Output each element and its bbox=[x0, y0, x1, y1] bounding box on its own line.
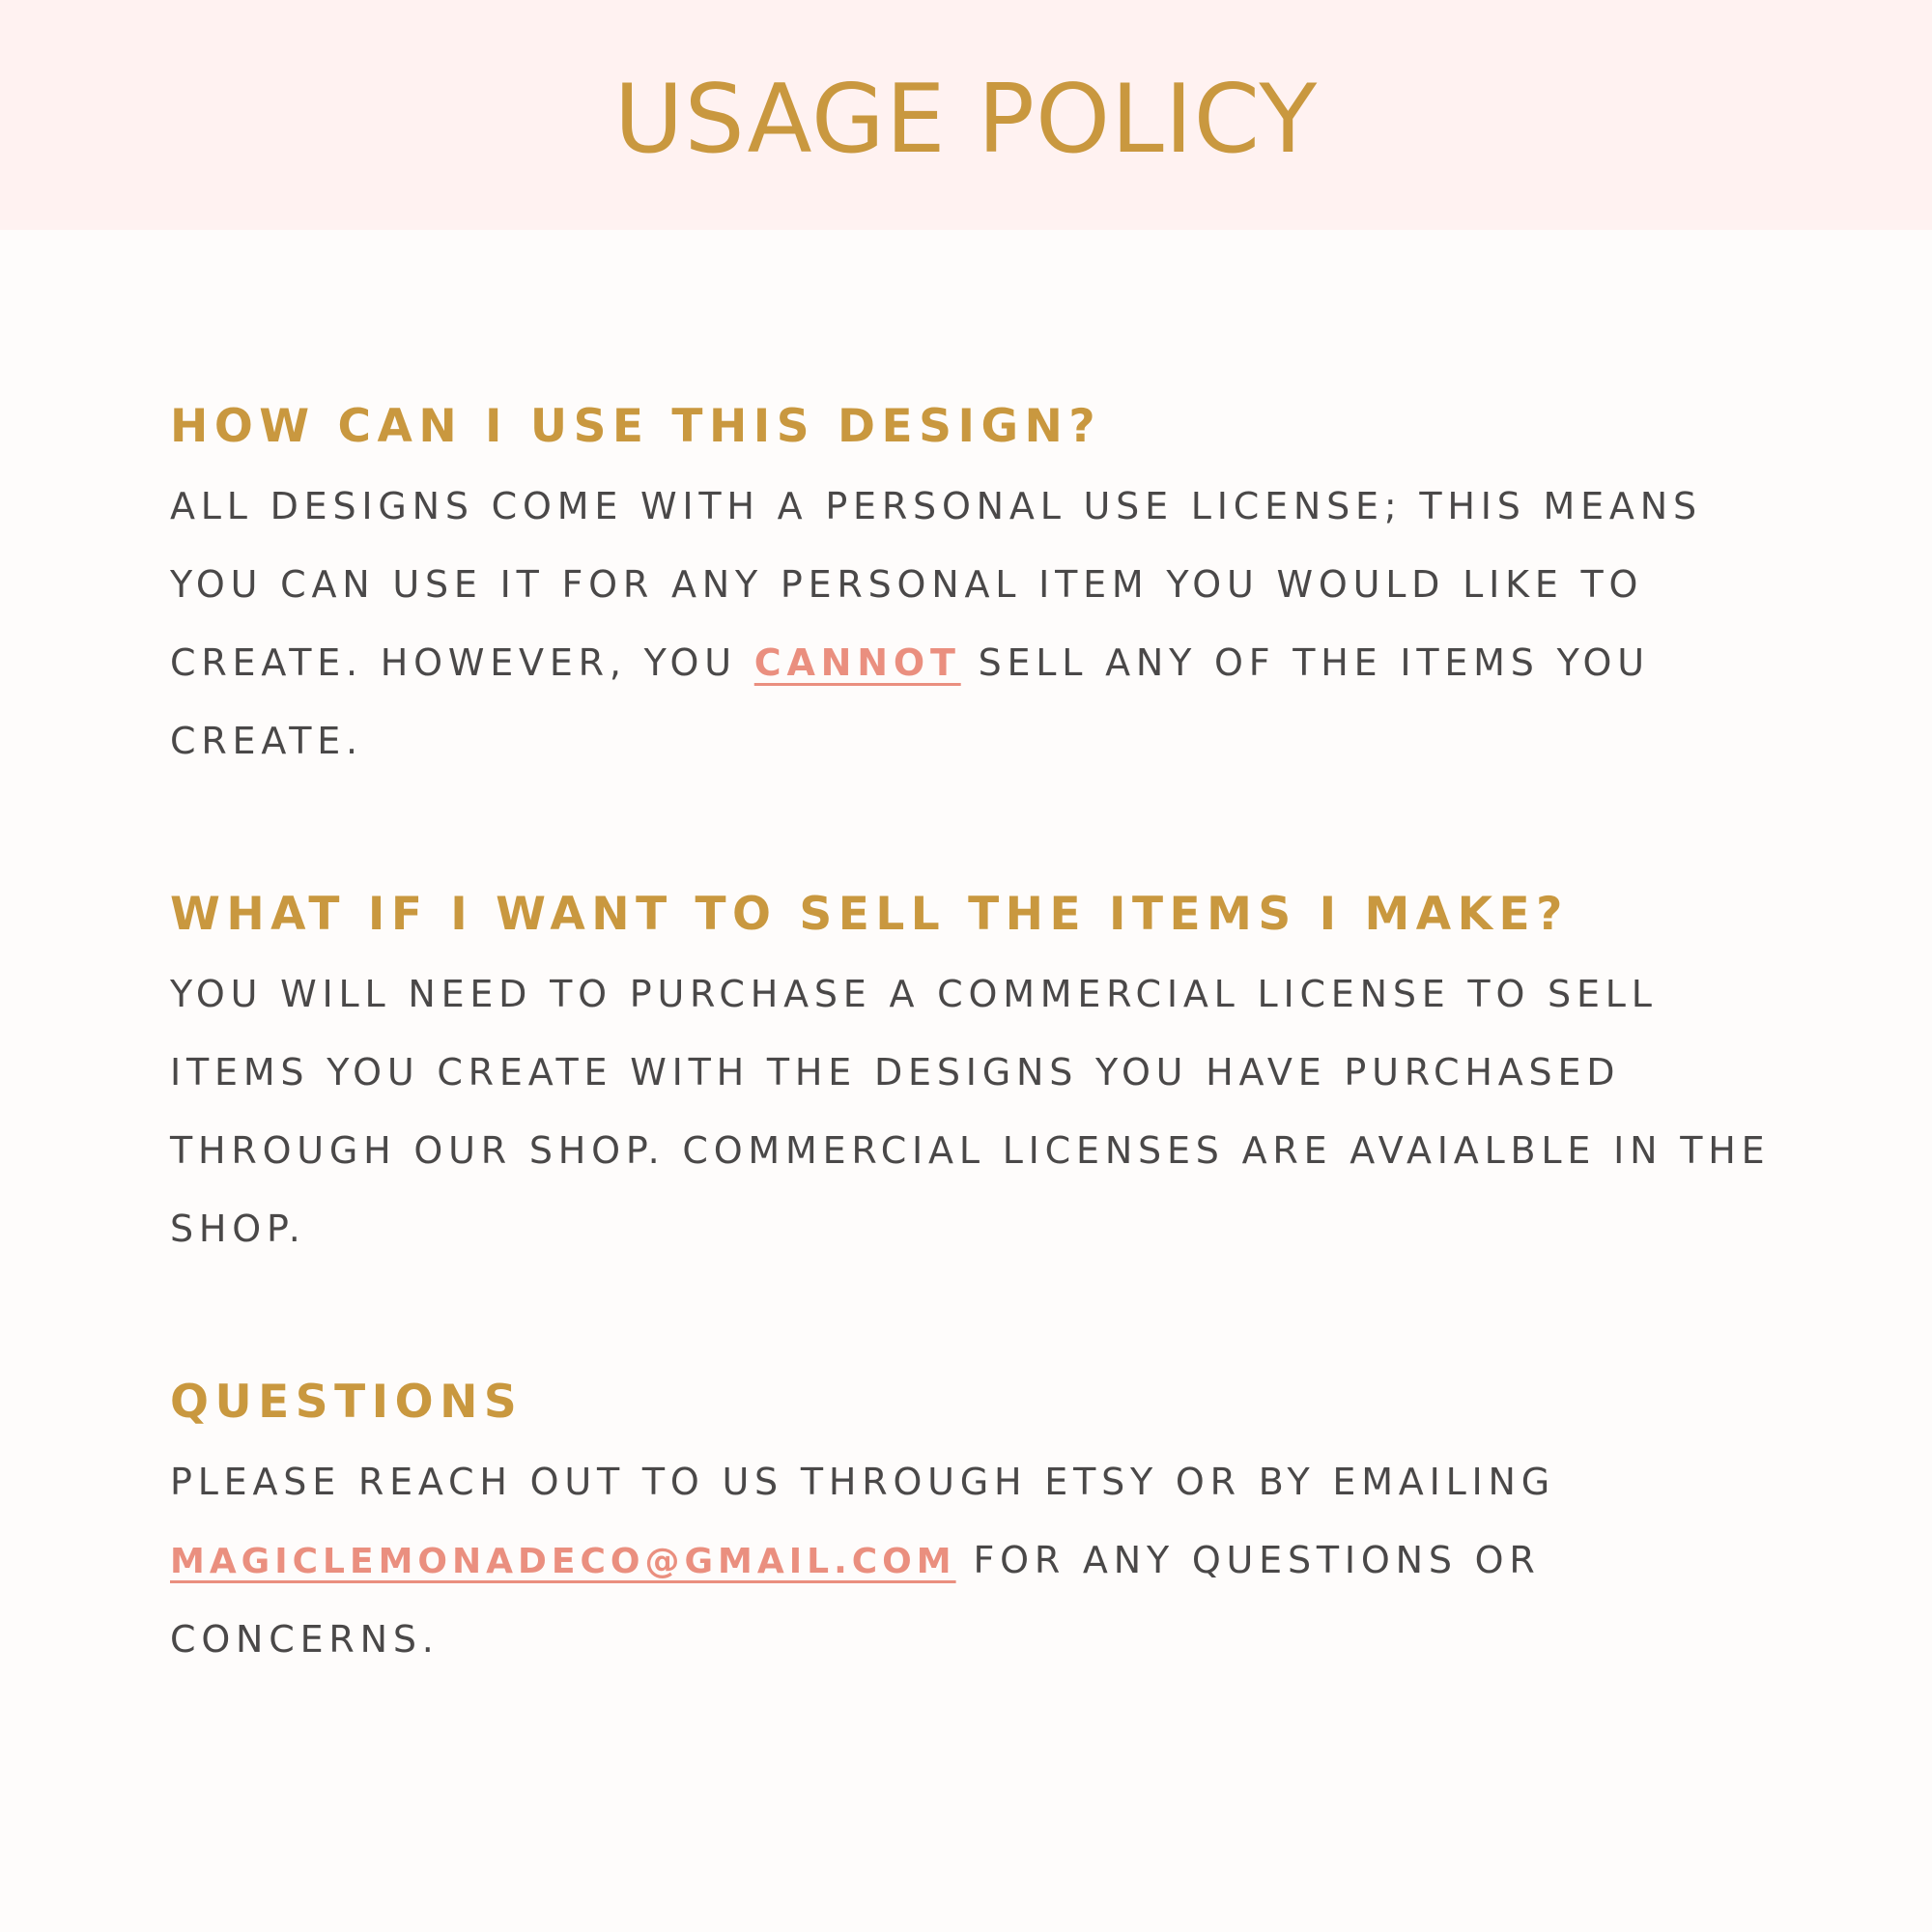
page-title: USAGE POLICY bbox=[613, 65, 1319, 175]
section-questions bbox=[170, 1374, 1774, 1679]
section-body bbox=[170, 468, 1774, 781]
body-text: FOR ANY QUESTIONS OR CONCERNS. bbox=[170, 1539, 1541, 1661]
body-text: SELL ANY OF THE ITEMS YOU CREATE. bbox=[170, 641, 1650, 762]
body-text: ALL DESIGNS COME WITH A PERSONAL USE LICENSE; THIS MEANS YOU CAN USE IT FOR ANY PERSONAL ITEM YOU WOULD LIKE TO CREATE. HOWEVER, YOU bbox=[170, 485, 1702, 684]
section-heading: HOW CAN I USE THIS DESIGN? bbox=[170, 400, 1102, 453]
body-text: PLEASE REACH OUT TO US THROUGH ETSY OR BY EMAILING bbox=[170, 1461, 1556, 1503]
section-body: YOU WILL NEED TO PURCHASE A COMMERCIAL LICENSE TO SELL ITEMS YOU CREATE WITH THE DESIGNS YOU HAVE PURCHASED THROUGH OUR SHOP. COMMERCIAL LICENSES ARE AVAIALBLE IN THE SHOP. bbox=[170, 973, 1771, 1250]
section-heading: WHAT IF I WANT TO SELL THE ITEMS I MAKE? bbox=[170, 888, 1569, 941]
section-body bbox=[170, 1443, 1774, 1679]
section-how-to-use bbox=[170, 398, 1774, 781]
email-link[interactable]: MAGICLEMONADECO@GMAIL.COM bbox=[170, 1542, 956, 1581]
section-selling bbox=[170, 886, 1774, 1268]
cannot-emphasis: CANNOT bbox=[753, 641, 961, 684]
section-heading: QUESTIONS bbox=[170, 1376, 524, 1429]
